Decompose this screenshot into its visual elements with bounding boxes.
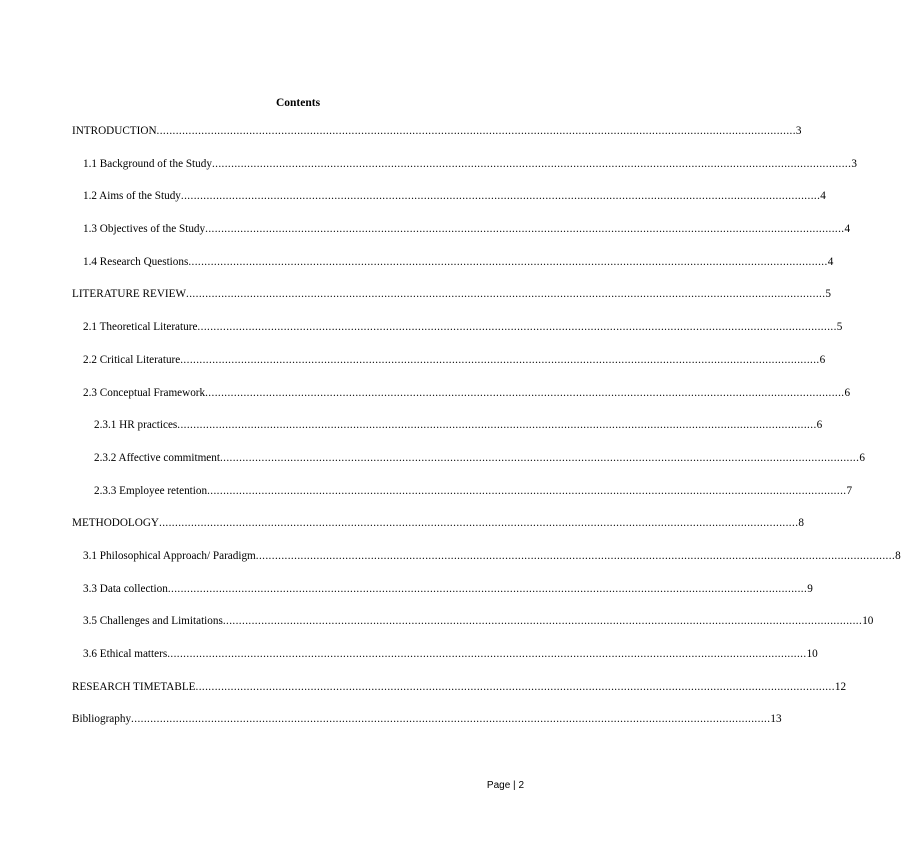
toc-page-number: 8: [798, 517, 804, 530]
toc-page-number: 4: [844, 223, 851, 236]
toc-entry[interactable]: [72, 386, 851, 419]
toc-entry[interactable]: [72, 647, 818, 680]
toc-page-number: 6: [859, 451, 865, 464]
toc-page-number: 4: [827, 255, 834, 268]
dot-leader: ........................................................................................................................................................................................................: [207, 484, 847, 497]
toc-entry[interactable]: [72, 484, 853, 517]
toc-entry[interactable]: [72, 353, 826, 386]
dot-leader: ........................................................................................................................................................................................................: [219, 451, 860, 464]
toc-entry[interactable]: [72, 222, 851, 255]
toc-entry-label: 3.3 Data collection: [83, 582, 168, 595]
toc-page-number: 3: [795, 125, 802, 137]
toc-entry[interactable]: [72, 614, 874, 647]
toc-entry[interactable]: [72, 549, 901, 582]
toc-entry-label: 2.1 Theoretical Literature: [83, 321, 198, 334]
dot-leader: ........................................................................................................................................................................................................: [177, 419, 817, 432]
toc-page-number: 8: [895, 549, 901, 562]
toc-page-number: 12: [834, 680, 847, 693]
toc-page-number: 6: [816, 419, 823, 432]
dot-leader: ........................................................................................................................................................................................................: [195, 680, 835, 693]
page-footer: [487, 779, 524, 793]
toc-entry[interactable]: [72, 418, 823, 451]
toc-page-number: 10: [862, 615, 874, 628]
toc-entry[interactable]: [72, 320, 843, 353]
toc-entry-label: METHODOLOGY: [72, 517, 160, 530]
toc-entry[interactable]: [72, 582, 813, 615]
toc-page-number: 10: [806, 648, 818, 660]
toc-page-number: 3: [851, 157, 857, 170]
toc-entry[interactable]: [72, 680, 847, 713]
toc-entry-label: LITERATURE REVIEW: [72, 288, 187, 301]
toc-entry-label: 1.3 Objectives of the Study: [83, 223, 206, 236]
dot-leader: ........................................................................................................................................................................................................: [205, 223, 845, 236]
toc-page-number: 6: [844, 386, 851, 399]
toc-entry-label: 2.3 Conceptual Framework: [83, 386, 206, 399]
table-of-contents: [72, 124, 901, 745]
toc-page-number: 7: [846, 484, 853, 497]
dot-leader: ........................................................................................................................................................................................................: [222, 615, 863, 628]
dot-leader: ........................................................................................................................................................................................................: [180, 190, 821, 203]
toc-page-number: 6: [819, 353, 826, 366]
dot-leader: ........................................................................................................................................................................................................: [197, 321, 837, 334]
dot-leader: ........................................................................................................................................................................................................: [188, 255, 828, 268]
toc-entry[interactable]: [72, 124, 802, 157]
toc-page-number: 5: [825, 288, 831, 301]
dot-leader: ........................................................................................................................................................................................................: [186, 288, 826, 301]
toc-entry-label: 3.1 Philosophical Approach/ Paradigm: [83, 549, 256, 562]
toc-entry-label: 3.5 Challenges and Limitations: [83, 615, 223, 628]
dot-leader: ........................................................................................................................................................................................................: [205, 386, 845, 399]
toc-page-number: 13: [770, 713, 782, 726]
toc-entry-label: 1.2 Aims of the Study: [83, 190, 181, 203]
toc-entry-label: 2.3.2 Affective commitment: [94, 451, 220, 464]
toc-entry[interactable]: [72, 712, 782, 745]
toc-entry-label: 2.2 Critical Literature: [83, 353, 181, 366]
toc-entry[interactable]: [72, 255, 834, 288]
footer-page-label: Page: [486, 780, 511, 791]
dot-leader: ........................................................................................................................................................................................................: [159, 517, 799, 530]
dot-leader: ........................................................................................................................................................................................................: [255, 549, 896, 562]
toc-page-number: 5: [836, 321, 843, 334]
dot-leader: ........................................................................................................................................................................................................: [167, 648, 807, 660]
toc-entry[interactable]: [72, 451, 865, 484]
footer-separator: |: [513, 780, 516, 791]
toc-entry-label: INTRODUCTION: [72, 125, 157, 137]
toc-page-number: 9: [807, 582, 813, 595]
toc-entry-label: 1.1 Background of the Study: [83, 157, 212, 170]
toc-page-number: 4: [820, 190, 826, 203]
toc-entry[interactable]: [72, 287, 831, 320]
toc-entry[interactable]: [72, 189, 826, 222]
toc-entry-label: 3.6 Ethical matters: [83, 648, 168, 660]
toc-title: Contents: [275, 97, 321, 109]
toc-entry-label: 2.3.3 Employee retention: [94, 484, 208, 497]
toc-entry-label: RESEARCH TIMETABLE: [72, 680, 196, 693]
dot-leader: ........................................................................................................................................................................................................: [180, 353, 820, 366]
dot-leader: ........................................................................................................................................................................................................: [167, 582, 808, 595]
footer-page-number: 2: [518, 780, 524, 791]
dot-leader: ........................................................................................................................................................................................................: [211, 157, 852, 170]
toc-entry[interactable]: [72, 516, 804, 549]
toc-entry-label: 1.4 Research Questions: [83, 255, 189, 268]
toc-entry-label: Bibliography: [72, 713, 132, 726]
toc-entry[interactable]: [72, 157, 857, 190]
dot-leader: ........................................................................................................................................................................................................: [131, 713, 771, 726]
dot-leader: ........................................................................................................................................................................................................: [156, 125, 796, 137]
toc-entry-label: 2.3.1 HR practices: [94, 419, 178, 432]
